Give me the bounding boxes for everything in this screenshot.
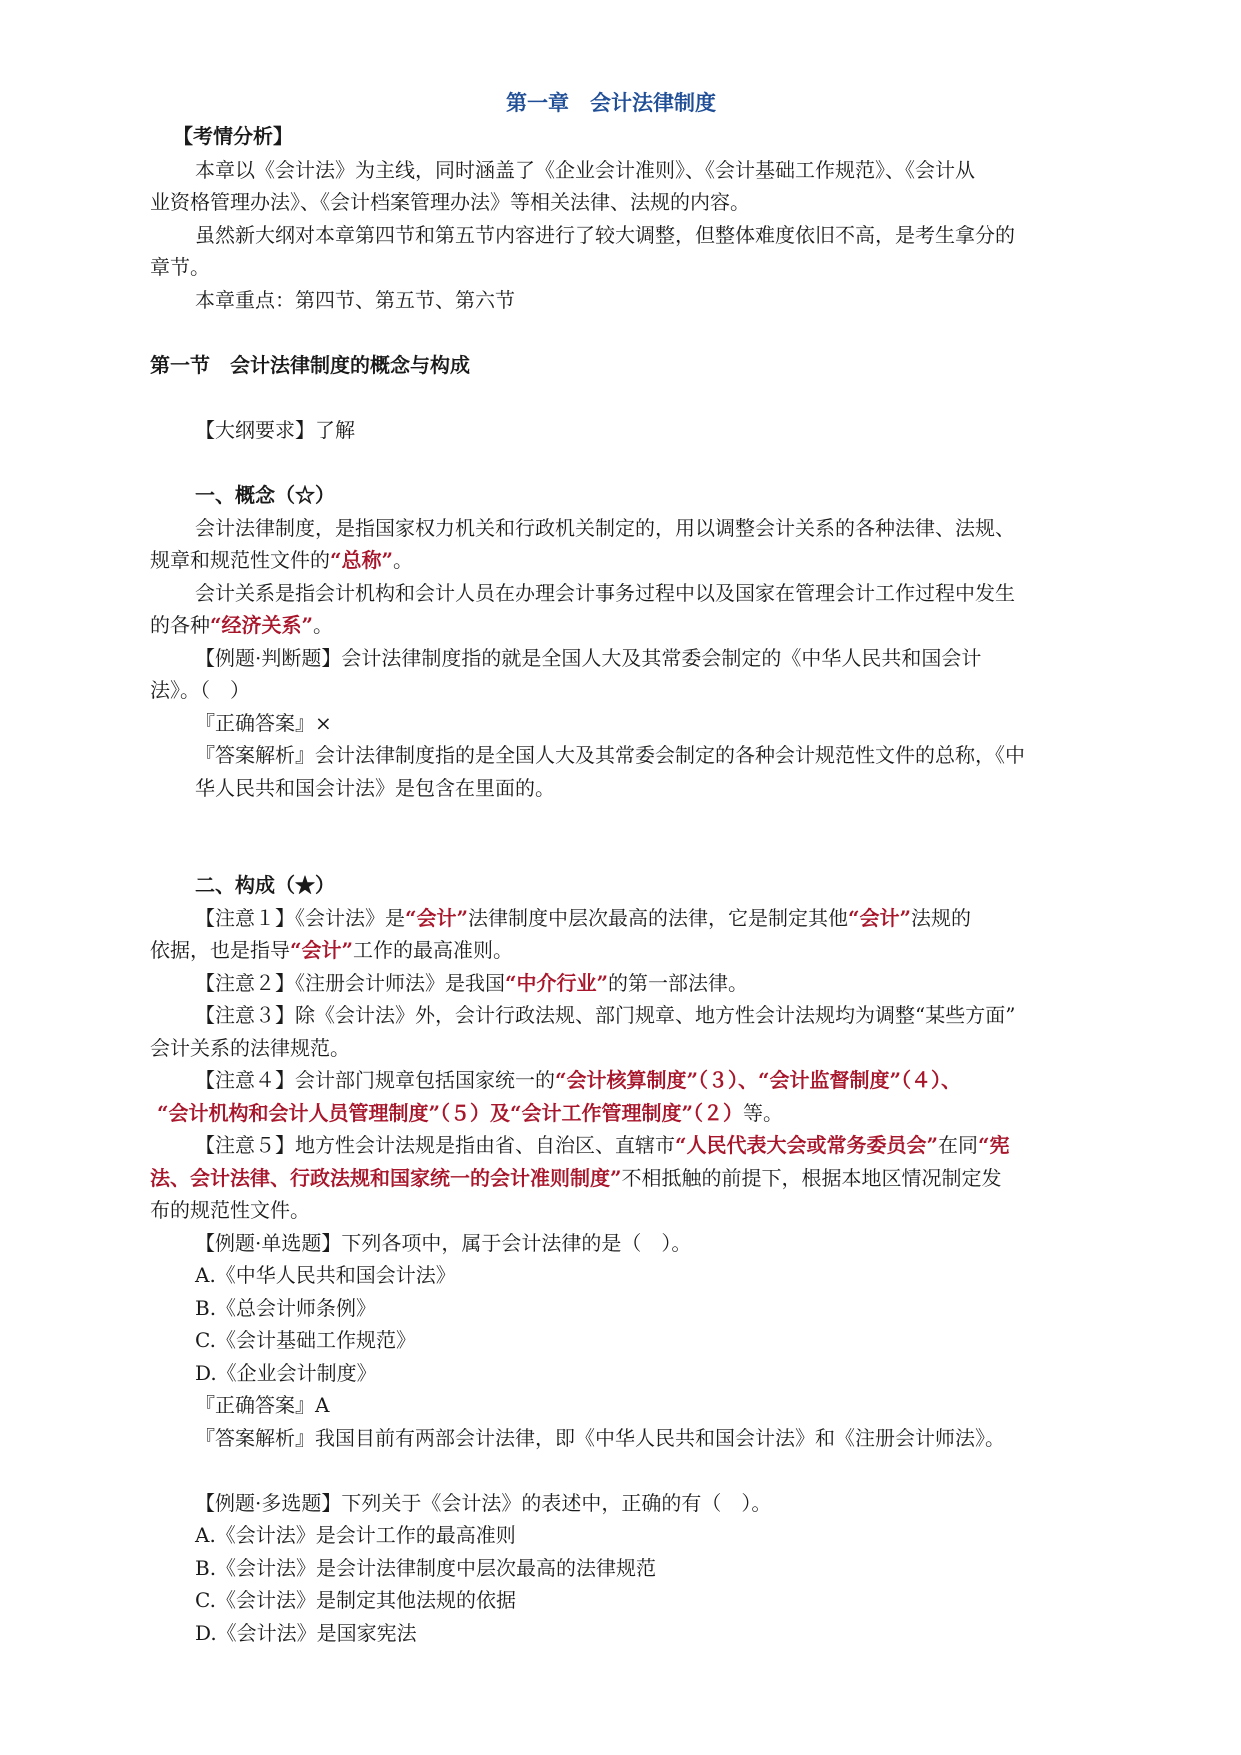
text-run: 在同 [938,1133,979,1157]
highlight-term: “人民代表大会或常务委员会” [675,1133,939,1157]
concept-paragraph-2-line-2 [150,611,333,639]
composition-heading: 二、构成（★） [195,873,335,897]
highlight-term: “会计” [848,906,912,930]
note-2 [195,969,748,997]
judgment-question-line-1: 【例题·判断题】会计法律制度指的就是全国人大及其常委会制定的《中华人民共和国会计 [195,646,982,670]
chapter-title: 第一章 会计法律制度 [506,90,716,115]
multi-choice-option: C.《会计法》是制定其他法规的依据 [195,1588,516,1612]
single-choice-analysis: 『答案解析』我国目前有两部会计法律，即《中华人民共和国会计法》和《注册会计师法》。 [195,1426,1005,1450]
highlight-term: “总称” [330,548,394,572]
single-choice-option: C.《会计基础工作规范》 [195,1328,416,1352]
note-1-line-2 [150,936,513,964]
text-run: 。 [393,548,414,572]
single-choice-option: B.《总会计师条例》 [195,1296,377,1320]
text-run: 不相抵触的前提下，根据本地区情况制定发 [621,1166,1002,1190]
analysis-paragraph-2-line-2: 章节。 [150,255,210,279]
highlight-term: “会计机构和会计人员管理制度”（５）及“会计工作管理制度”（２） [157,1101,744,1125]
analysis-paragraph-2-line-1: 虽然新大纲对本章第四节和第五节内容进行了较大调整，但整体难度依旧不高，是考生拿分的 [195,223,1015,247]
highlight-term: “会计” [405,906,469,930]
note-5-line-1 [195,1131,1010,1159]
note-3-line-1: 【注意３】除《会计法》外，会计行政法规、部门规章、地方性会计法规均为调整“某些方面” [195,1003,1016,1027]
text-run: 【注意２】《注册会计师法》是我国 [195,971,505,995]
text-run: 工作的最高准则。 [353,938,514,962]
multi-choice-option: D.《会计法》是国家宪法 [195,1621,417,1645]
multi-choice-question: 【例题·多选题】下列关于《会计法》的表述中，正确的有（ ）。 [195,1491,772,1515]
note-4-line-1 [195,1066,961,1094]
highlight-term: “会计” [290,938,354,962]
analysis-paragraph-1-line-1: 本章以《会计法》为主线，同时涵盖了《企业会计准则》、《会计基础工作规范》、《会计从 [195,158,975,182]
text-run: 依据，也是指导 [150,938,290,962]
highlight-term: “中介行业” [505,971,609,995]
concept-paragraph-2-line-1: 会计关系是指会计机构和会计人员在办理会计事务过程中以及国家在管理会计工作过程中发生 [195,581,1015,605]
highlight-term: “经济关系” [210,613,314,637]
multi-choice-option: A.《会计法》是会计工作的最高准则 [195,1523,516,1547]
text-run: 规章和规范性文件的 [150,548,330,572]
analysis-paragraph-1-line-2: 业资格管理办法》、《会计档案管理办法》等相关法律、法规的内容。 [150,190,750,214]
section-title: 第一节 会计法律制度的概念与构成 [150,353,470,377]
single-choice-option: A.《中华人民共和国会计法》 [195,1263,456,1287]
note-5-line-3: 布的规范性文件。 [150,1198,310,1222]
analysis-key-sections: 本章重点：第四节、第五节、第六节 [195,288,515,312]
concept-paragraph-1-line-2 [150,546,413,574]
outline-requirement: 【大纲要求】了解 [195,418,355,442]
judgment-answer: 『正确答案』× [195,711,332,735]
single-choice-answer: 『正确答案』A [195,1393,330,1417]
multi-choice-option: B.《会计法》是会计法律制度中层次最高的法律规范 [195,1556,657,1580]
note-5-line-2 [150,1164,1002,1192]
text-run: 【注意１】《会计法》是 [195,906,405,930]
text-run: 等。 [743,1101,784,1125]
highlight-term: 法、会计法律、行政法规和国家统一的会计准则制度” [150,1166,622,1190]
single-choice-question: 【例题·单选题】下列各项中，属于会计法律的是（ ）。 [195,1231,692,1255]
highlight-term: “宪 [978,1133,1010,1157]
text-run: 【注意４】会计部门规章包括国家统一的 [195,1068,555,1092]
text-run: 【注意５】地方性会计法规是指由省、自治区、直辖市 [195,1133,675,1157]
analysis-heading: 【考情分析】 [173,124,293,148]
highlight-term: “会计核算制度”（３）、“会计监督制度”（４）、 [555,1068,962,1092]
judgment-analysis-line-2: 华人民共和国会计法》是包含在里面的。 [195,776,555,800]
text-run: 法规的 [911,906,972,930]
note-3-line-2: 会计关系的法律规范。 [150,1036,350,1060]
concept-paragraph-1-line-1: 会计法律制度，是指国家权力机关和行政机关制定的，用以调整会计关系的各种法律、法规、 [195,516,1015,540]
judgment-analysis-line-1: 『答案解析』会计法律制度指的是全国人大及其常委会制定的各种会计规范性文件的总称，《中 [195,743,1025,767]
single-choice-option: D.《企业会计制度》 [195,1361,377,1385]
text-run: 的第一部法律。 [608,971,749,995]
text-run: 。 [313,613,334,637]
text-run: 法律制度中层次最高的法律，它是制定其他 [468,906,849,930]
concept-heading: 一、概念（☆） [195,483,335,507]
note-4-line-2 [157,1099,783,1127]
note-1-line-1 [195,904,971,932]
judgment-question-line-2: 法》。（ ） [150,678,250,702]
text-run: 的各种 [150,613,210,637]
